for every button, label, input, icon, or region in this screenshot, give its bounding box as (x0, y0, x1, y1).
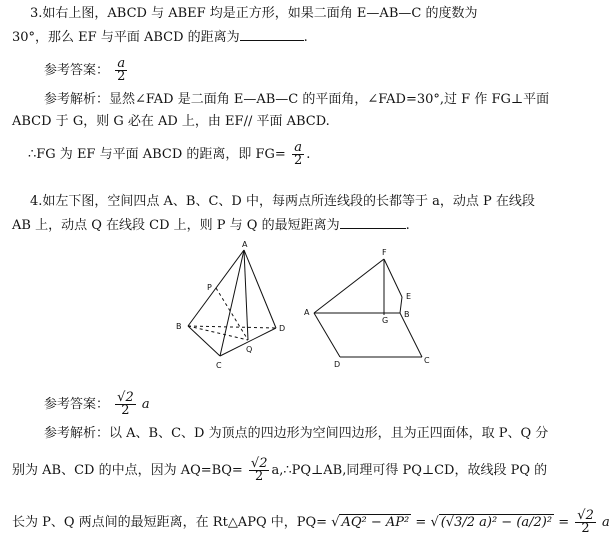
label-q: Q (246, 345, 253, 354)
sqrt-sign-1: √ (331, 515, 340, 530)
q4-answer-label: 参考答案： (44, 397, 110, 412)
edge-bq (188, 326, 248, 340)
q4-analysis-line2b: a,∴PQ⊥AB,同理可得 PQ⊥CD，故线段 PQ 的 (271, 463, 548, 478)
q3-analysis-end: . (306, 147, 311, 162)
q3-analysis-line1: 参考解析：显然∠FAD 是二面角 E—AB—C 的平面角，∠FAD=30°,过 F 作 FG⊥平面 (44, 92, 550, 107)
q4-analysis-eq2: = (558, 515, 570, 530)
q3-line2: 30°，那么 EF 与平面 ABCD 的距离为 . (12, 30, 308, 45)
edge-ad (314, 313, 340, 357)
label-e: E (406, 292, 412, 301)
q4-analysis-fraction2 (575, 510, 596, 535)
q4-analysis-sqrt1: AQ² − AP² (341, 515, 410, 530)
edge-af (314, 259, 384, 313)
q4-analysis-sqrt2: (√3/2 a)² − (a/2)² (440, 515, 553, 530)
q4-analysis-num1: √2 (250, 456, 268, 471)
q4-analysis-fraction1 (249, 458, 270, 483)
q3-line2-text: 30°，那么 EF 与平面 ABCD 的距离为 (12, 30, 240, 45)
q4-analysis-tail: a (601, 515, 610, 530)
q4-line2-text: AB 上，动点 Q 在线段 CD 上，则 P 与 Q 的最短距离为 (12, 218, 340, 233)
q3-analysis-line3 (28, 142, 310, 167)
q3-answer-fraction (115, 58, 127, 83)
label-g: G (382, 316, 389, 325)
label-d: D (279, 324, 286, 333)
sqrt-sign-2: √ (430, 515, 439, 530)
label-c: C (424, 356, 430, 365)
q4-line2-end: . (405, 218, 410, 233)
q4-analysis-line3 (12, 510, 610, 535)
q4-answer-tail: a (141, 397, 150, 412)
q4-analysis-line3a: 长为 P、Q 两点间的最短距离，在 Rt△APQ 中，PQ= (12, 515, 328, 530)
q4-analysis-line2a: 别为 AB、CD 的中点，因为 AQ=BQ= (12, 463, 243, 478)
edge-bc (400, 313, 422, 357)
label-b: B (176, 322, 182, 331)
q3-answer-den: 2 (117, 69, 126, 84)
label-b: B (404, 310, 410, 319)
label-p: P (207, 283, 212, 292)
q4-analysis-num2: √2 (577, 508, 594, 523)
edge-pq (216, 288, 248, 340)
q3-analysis-num: a (292, 142, 304, 155)
q4-answer-den: 2 (121, 403, 130, 418)
edge-aq (244, 250, 248, 340)
q3-answer-num: a (115, 58, 127, 71)
edge-bc (188, 326, 220, 356)
label-c: C (216, 361, 222, 370)
squares-figure (300, 245, 440, 370)
q3-line1: 3.如右上图，ABCD 与 ABEF 均是正方形，如果二面角 E—AB—C 的度数为 (30, 6, 478, 21)
q3-answer-blank (240, 28, 304, 41)
q3-answer-label: 参考答案： (44, 63, 110, 78)
edge-eb-top (400, 297, 402, 313)
q4-answer (44, 392, 150, 417)
label-f: F (382, 248, 387, 257)
edge-bd (188, 326, 276, 328)
q3-analysis-line3-text: ∴FG 为 EF 与平面 ABCD 的距离，即 FG= (28, 147, 286, 162)
edge-ad (244, 250, 276, 328)
q4-answer-num: √2 (117, 390, 134, 405)
q3-analysis-den: 2 (293, 153, 303, 168)
tetrahedron-figure (172, 240, 300, 372)
label-a: A (304, 308, 310, 317)
q4-analysis-eq1: = (415, 515, 427, 530)
q4-line2 (12, 216, 410, 234)
q4-answer-blank (340, 216, 406, 229)
q3-analysis-line2: ABCD 于 G，则 G 必在 AD 上，由 EF// 平面 ABCD. (12, 114, 330, 129)
q3-analysis-fraction (292, 142, 304, 167)
q4-line1: 4.如左下图，空间四点 A、B、C、D 中，每两点所连线段的长都等于 a，动点 P 在线段 (30, 194, 535, 209)
q4-analysis-den2: 2 (581, 521, 590, 536)
edge-fe (384, 259, 402, 297)
q4-analysis-den1: 2 (255, 469, 264, 484)
label-d: D (334, 360, 341, 369)
q4-answer-fraction (115, 392, 136, 417)
q4-analysis-line1: 参考解析：以 A、B、C、D 为顶点的四边形为空间四边形，且为正四面体，取 P、Q 分 (44, 426, 549, 441)
label-a: A (242, 240, 248, 249)
q4-analysis-line2 (12, 458, 547, 483)
q3-answer (44, 58, 129, 83)
